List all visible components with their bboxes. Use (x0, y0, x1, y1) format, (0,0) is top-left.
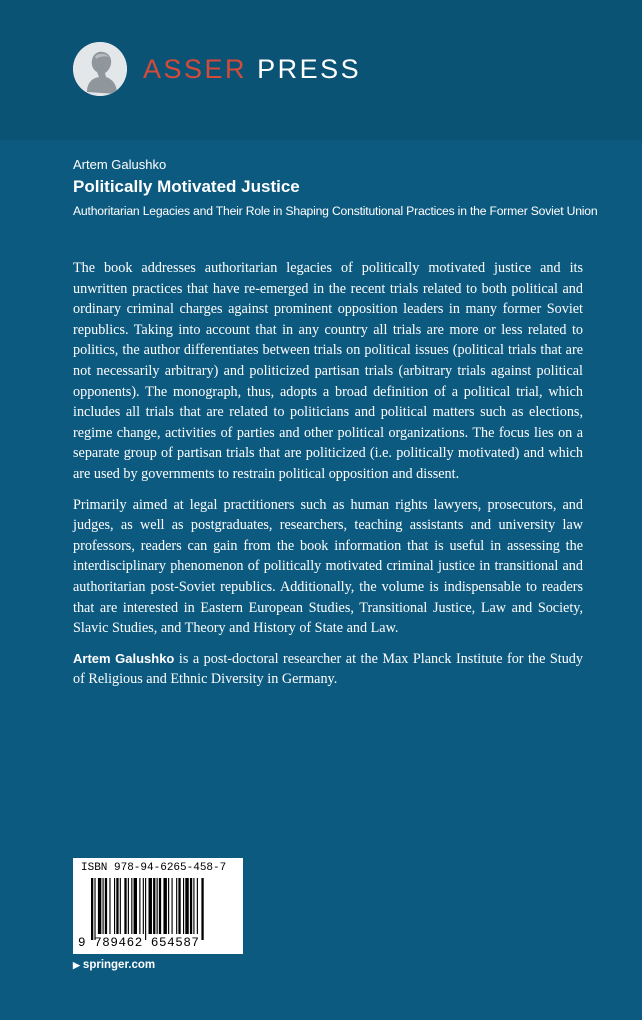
isbn-text: ISBN 978-94-6265-458-7 (81, 862, 227, 874)
book-title: Politically Motivated Justice (73, 177, 300, 196)
description-paragraph-2: Primarily aimed at legal practitioners such as human rights lawyers, prosecutors, and judges, as well as postgraduates, researchers, teaching assistants and university law professors, readers can gain from the book information that is useful in assessing the interdisciplinary phenomenon of politically motivated criminal justice in transitional and authoritarian post-Soviet republics. Additionally, the volume is indispensable to readers that are interested in Eastern European Studies, Transitional Justice, Law and Society, Slavic Studies, and Theory and History of State and Law. (73, 496, 583, 637)
website-link[interactable] (73, 959, 155, 971)
author-bio-text: is a post-doctoral researcher at the Max Planck Institute for the Study of Religious and Ethnic Diversity in Germany. (73, 650, 583, 688)
book-header (73, 157, 598, 219)
publisher-logo (73, 42, 361, 96)
ean-digits: 9 789462 654587 (78, 936, 200, 950)
triangle-right-icon: ▶ (73, 959, 80, 970)
publisher-name-rest: PRESS (257, 53, 362, 84)
book-subtitle: Authoritarian Legacies and Their Role in Shaping Constitutional Practices in the Former Soviet Union (73, 204, 598, 218)
author-name: Artem Galushko (73, 157, 167, 172)
author-bio-name: Artem Galushko (73, 650, 175, 666)
publisher-name (143, 54, 361, 85)
author-bio (73, 649, 583, 690)
publisher-name-accent: ASSER (143, 53, 248, 84)
book-description (73, 258, 583, 700)
bust-portrait-icon (73, 42, 127, 96)
description-paragraph-1: The book addresses authoritarian legacies of politically motivated justice and its unwritten practices that have re-emerged in the recent trials related to both political and ordinary criminal charges against prominent opposition leaders in many former Soviet republics. Taking into account that in any country all trials are more or less related to politics, the author differentiates between trials on political issues (political trials that are not necessarily arbitrary) and politicized partisan trials (arbitrary trials against political opponents). The monograph, thus, adopts a broad definition of a political trial, which includes all trials that are related to politicians and political matters such as elections, regime change, activities of parties and other political organizations. The focus lies on a separate group of partisan trials that are politicized (i.e. politically motivated) and which are used by governments to restrain political opposition and dissent. (73, 260, 583, 482)
barcode-bars (91, 878, 235, 940)
website-url: springer.com (82, 959, 156, 971)
isbn-barcode (73, 858, 243, 954)
